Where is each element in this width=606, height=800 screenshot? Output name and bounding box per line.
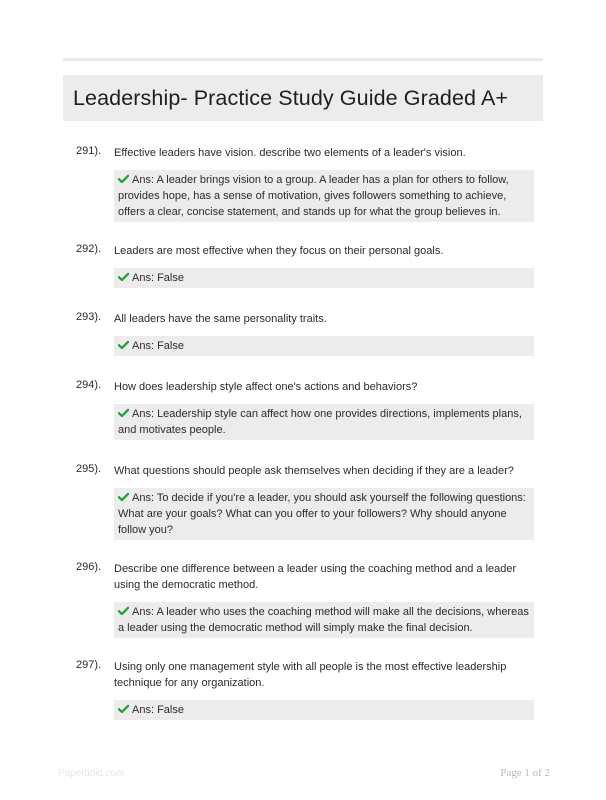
answer-text: Ans: False [132,272,184,284]
page-indicator: Page 1 of 2 [500,767,550,779]
answer-text: Ans: To decide if you're a leader, you should ask yourself the following questions: What are your goals? What can you offer to your followers? Why should anyone follow you? [118,492,526,536]
title-bar [63,75,543,121]
question-text: Describe one difference between a leader using the coaching method and a leader using the democratic method. [114,563,517,591]
check-icon [118,408,129,418]
check-icon [118,340,129,350]
check-icon [118,174,129,184]
check-icon [118,272,129,282]
answer-text: Ans: False [132,340,184,352]
question-number: 295). [76,463,102,475]
answer-box [114,700,534,720]
question-number: 292). [76,243,102,255]
check-icon [118,606,129,616]
top-divider [63,58,543,61]
question-number: 297). [76,659,102,671]
question-number: 294). [76,379,102,391]
question-number: 291). [76,145,102,157]
question-text: All leaders have the same personality traits. [114,313,327,325]
question-number: 296). [76,561,102,573]
answer-box [114,336,534,356]
answer-box [114,404,534,440]
check-icon [118,492,129,502]
answer-text: Ans: A leader brings vision to a group. A leader has a plan for others to follow, provides hope, has a sense of motivation, gives followers something to achieve, offers a clear, concise statement, and stands up for what the group believes in. [118,174,509,218]
footer-watermark: Papertidic.com [58,768,125,779]
page-title: Leadership- Practice Study Guide Graded A+ [73,85,509,110]
question-text: What questions should people ask themselves when deciding if they are a leader? [114,465,514,477]
question-text: Effective leaders have vision. describe two elements of a leader's vision. [114,147,466,159]
question-text: Leaders are most effective when they focus on their personal goals. [114,245,444,257]
answer-box [114,602,534,638]
question-number: 293). [76,311,102,323]
check-icon [118,704,129,714]
answer-box [114,268,534,288]
answer-box [114,170,534,222]
answer-text: Ans: A leader who uses the coaching method will make all the decisions, whereas a leader using the democratic method will simply make the final decision. [118,606,529,634]
answer-text: Ans: Leadership style can affect how one provides directions, implements plans, and motivates people. [118,408,522,436]
question-text: How does leadership style affect one's actions and behaviors? [114,381,418,393]
answer-box [114,488,534,540]
answer-text: Ans: False [132,704,184,716]
question-text: Using only one management style with all people is the most effective leadership technique for any organization. [114,661,507,689]
